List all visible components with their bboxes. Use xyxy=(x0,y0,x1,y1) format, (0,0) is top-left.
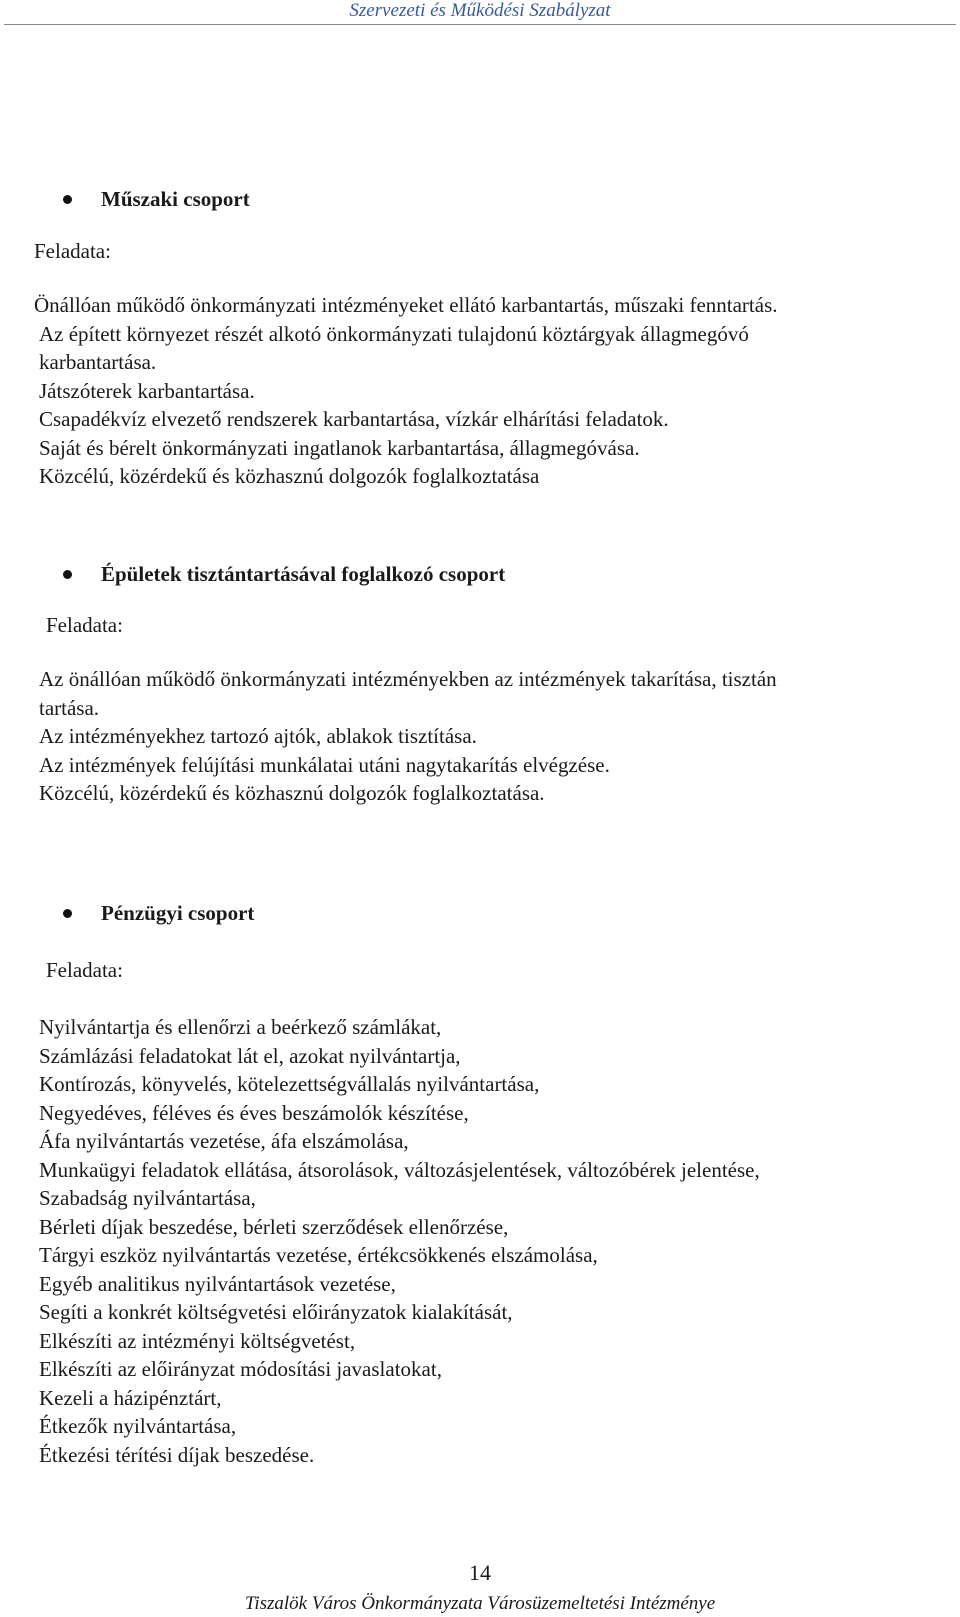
header-divider xyxy=(4,24,956,25)
section-title-penzugyi: Pénzügyi csoport xyxy=(101,901,255,925)
text-line: Segíti a konkrét költségvetési előirányzatok kialakítását, xyxy=(39,1300,513,1324)
text-line: Saját és bérelt önkormányzati ingatlanok karbantartása, állagmegóvása. xyxy=(39,435,640,460)
page-number: 14 xyxy=(469,1560,491,1585)
text-line: Az intézményekhez tartozó ajtók, ablakok tisztítása. xyxy=(39,724,477,748)
text-line: Az intézmények felújítási munkálatai utáni nagytakarítás elvégzése. xyxy=(39,752,610,777)
text-line: Önállóan működő önkormányzati intézményeket ellátó karbantartás, műszaki fenntartás. xyxy=(34,293,778,317)
text-line: Játszóterek karbantartása. xyxy=(39,378,255,403)
text-line: Csapadékvíz elvezető rendszerek karbantartása, vízkár elhárítási feladatok. xyxy=(39,407,669,431)
text-line: Kezeli a házipénztárt, xyxy=(39,1385,222,1410)
section-label: Feladata: xyxy=(46,613,123,637)
text-line: Elkészíti az előirányzat módosítási javaslatokat, xyxy=(39,1357,442,1381)
section-label: Feladata: xyxy=(46,958,123,982)
text-line: Áfa nyilvántartás vezetése, áfa elszámolása, xyxy=(39,1129,409,1153)
bullet-icon xyxy=(63,570,72,579)
text-line: Egyéb analitikus nyilvántartások vezetése, xyxy=(39,1271,396,1296)
text-line: karbantartása. xyxy=(39,350,157,374)
section-body-penzugyi xyxy=(39,1013,939,1469)
text-line: Az önállóan működő önkormányzati intézményekben az intézmények takarítása, tisztán xyxy=(39,667,777,691)
section-title-epuletek: Épületek tisztántartásával foglalkozó csoport xyxy=(101,562,506,586)
text-line: Közcélú, közérdekű és közhasznú dolgozók foglalkoztatása. xyxy=(39,781,545,805)
bullet-icon xyxy=(63,195,72,204)
text-line: tartása. xyxy=(39,695,100,720)
text-line: Nyilvántartja és ellenőrzi a beérkező számlákat, xyxy=(39,1015,442,1039)
text-line: Számlázási feladatokat lát el, azokat nyilvántartja, xyxy=(39,1043,461,1068)
text-line: Étkezők nyilvántartása, xyxy=(39,1414,237,1438)
page-header: Szervezeti és Működési Szabályzat xyxy=(349,0,611,21)
page-footer: Tiszalök Város Önkormányzata Városüzemeltetési Intézménye xyxy=(244,1593,716,1614)
text-line: Elkészíti az intézményi költségvetést, xyxy=(39,1328,356,1353)
text-line: Munkaügyi feladatok ellátása, átsorolások, változásjelentések, változóbérek jelentése, xyxy=(39,1157,760,1182)
text-line: Szabadság nyilvántartása, xyxy=(39,1186,256,1210)
text-line: Az épített környezet részét alkotó önkormányzati tulajdonú köztárgyak állagmegóvó xyxy=(39,321,749,346)
section-title-muszaki: Műszaki csoport xyxy=(101,187,250,211)
section-body-epuletek xyxy=(39,665,939,808)
text-line: Tárgyi eszköz nyilvántartás vezetése, értékcsökkenés elszámolása, xyxy=(39,1243,598,1267)
text-line: Negyedéves, féléves és éves beszámolók készítése, xyxy=(39,1100,469,1125)
bullet-icon xyxy=(63,909,72,918)
section-label: Feladata: xyxy=(34,239,111,263)
section-body-muszaki xyxy=(34,291,934,491)
text-line: Bérleti díjak beszedése, bérleti szerződések ellenőrzése, xyxy=(39,1214,509,1239)
text-line: Étkezési térítési díjak beszedése. xyxy=(39,1442,315,1467)
text-line: Kontírozás, könyvelés, kötelezettségvállalás nyilvántartása, xyxy=(39,1072,540,1096)
text-line: Közcélú, közérdekű és közhasznú dolgozók foglalkoztatása xyxy=(39,464,540,488)
